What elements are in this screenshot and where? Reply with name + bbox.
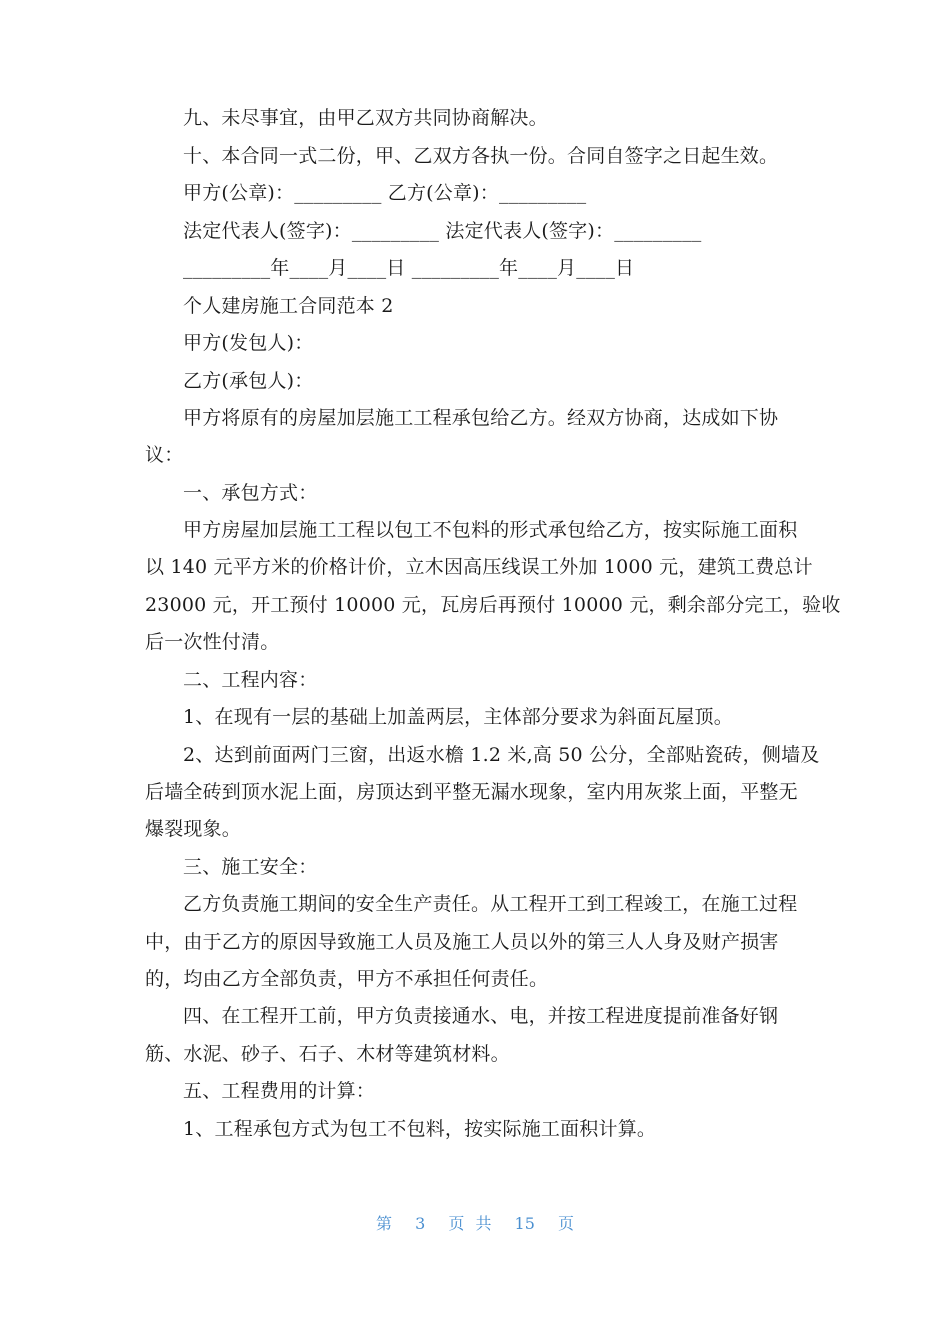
paragraph-line: 后墙全砖到顶水泥上面，房顶达到平整无漏水现象，室内用灰浆上面，平整无 (145, 781, 798, 803)
date-line: _________年____月____日 _________年____月____日 (183, 257, 635, 279)
paragraph-line: 四、在工程开工前，甲方负责接通水、电，并按工程进度提前准备好钢 (183, 1005, 779, 1027)
page-mid-text: 页 共 (448, 1214, 492, 1233)
paragraph-line: 以 140 元平方米的价格计价，立木因高压线误工外加 1000 元，建筑工费总计 (145, 556, 813, 578)
paragraph-line: 1、在现有一层的基础上加盖两层，主体部分要求为斜面瓦屋顶。 (183, 706, 733, 728)
seal-line: 甲方(公章)：_________ 乙方(公章)：_________ (183, 182, 587, 204)
party-a-line: 甲方(发包人)： (183, 332, 314, 354)
paragraph-line: 中，由于乙方的原因导致施工人员及施工人员以外的第三人人身及财产损害 (145, 931, 779, 953)
total-pages-number: 15 (514, 1214, 535, 1233)
paragraph-line: 2、达到前面两门三窗，出返水檐 1.2 米,高 50 公分，全部贴瓷砖，侧墙及 (183, 744, 820, 766)
heading-1: 一、承包方式： (183, 482, 318, 504)
paragraph-line: 1、工程承包方式为包工不包料，按实际施工面积计算。 (183, 1118, 657, 1140)
paragraph-line: 乙方负责施工期间的安全生产责任。从工程开工到工程竣工，在施工过程 (183, 893, 798, 915)
page-suffix: 页 (558, 1214, 575, 1233)
clause-10: 十、本合同一式二份，甲、乙双方各执一份。合同自签字之日起生效。 (183, 145, 779, 167)
paragraph-line: 爆裂现象。 (145, 818, 242, 840)
party-b-line: 乙方(承包人)： (183, 370, 314, 392)
heading-5: 五、工程费用的计算： (183, 1080, 376, 1102)
paragraph-line: 后一次性付清。 (145, 631, 280, 653)
heading-3: 三、施工安全： (183, 856, 318, 878)
heading-2: 二、工程内容： (183, 669, 318, 691)
paragraph-line: 议： (145, 444, 184, 466)
paragraph-line: 23000 元，开工预付 10000 元，瓦房后再预付 10000 元，剩余部分完工，验收 (145, 594, 841, 616)
page-footer (0, 1211, 950, 1234)
paragraph-line: 甲方将原有的房屋加层施工工程承包给乙方。经双方协商，达成如下协 (183, 407, 779, 429)
section-title: 个人建房施工合同范本 2 (183, 295, 394, 317)
paragraph-line: 的，均由乙方全部负责，甲方不承担任何责任。 (145, 968, 549, 990)
paragraph-line: 筋、水泥、砂子、石子、木材等建筑材料。 (145, 1043, 510, 1065)
clause-9: 九、未尽事宜，由甲乙双方共同协商解决。 (183, 107, 548, 129)
paragraph-line: 甲方房屋加层施工工程以包工不包料的形式承包给乙方，按实际施工面积 (183, 519, 798, 541)
signature-line: 法定代表人(签字)：_________ 法定代表人(签字)：_________ (183, 220, 702, 242)
page-prefix: 第 (375, 1214, 392, 1233)
current-page-number: 3 (415, 1214, 426, 1233)
